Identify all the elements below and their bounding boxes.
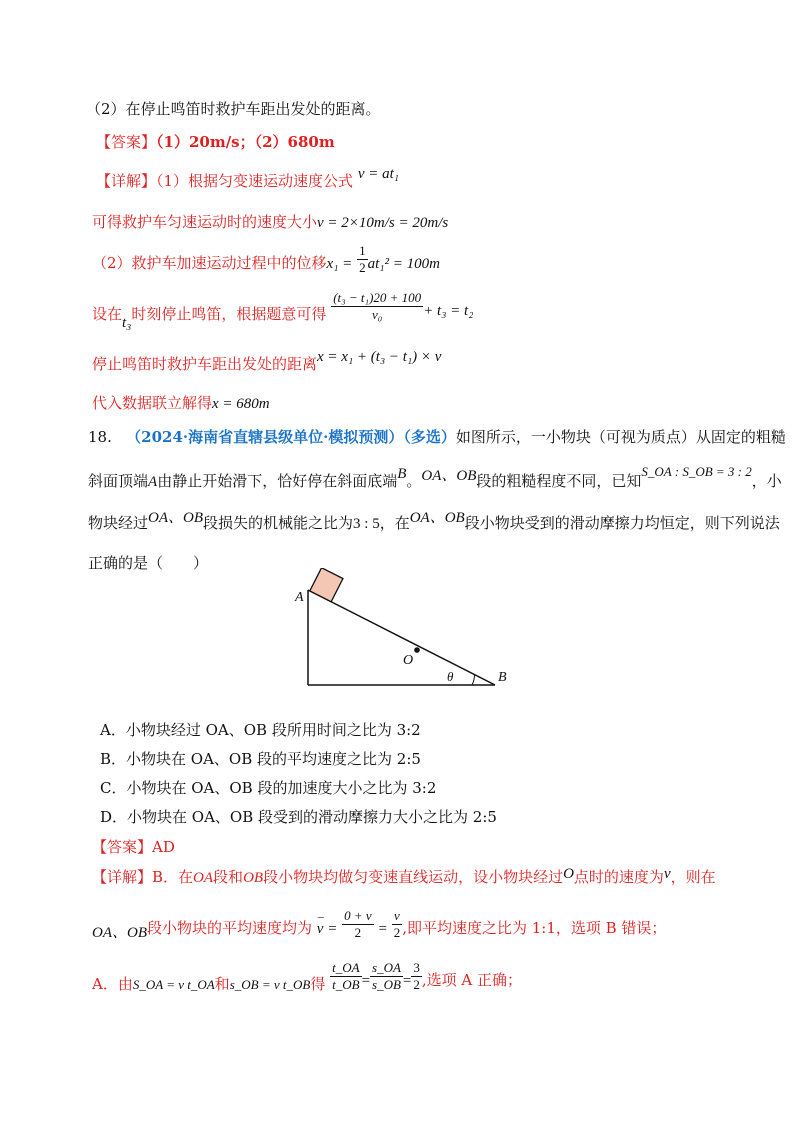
formula: s_OB = v t_OB — [229, 976, 311, 992]
formula-rhs: at₁² = 100m — [367, 255, 440, 272]
detail-text: 可得救护车匀速运动时的速度大小 — [92, 213, 318, 231]
fraction — [392, 908, 403, 941]
q18-line-1 — [88, 426, 786, 447]
label-theta: θ — [447, 669, 454, 684]
q18-line-4: 正确的是（ ） — [88, 554, 209, 572]
formula: x = x₁ + (t₃ − t₁) × v — [317, 349, 442, 365]
formula: S_OA = v t_OA — [132, 976, 215, 992]
label-b: B — [498, 670, 507, 685]
question-text: 由静止开始滑下，恰好停在斜面底端 — [157, 472, 398, 490]
question-part-2: （2）在停止鸣笛时救护车距出发处的距离。 — [86, 100, 381, 118]
fraction — [330, 960, 361, 993]
question-text: ，小 — [751, 472, 782, 490]
detail-text: 段小物块的平均速度均为 — [147, 918, 313, 937]
detail2-line-2 — [92, 908, 666, 941]
formula: x = 680m — [212, 396, 270, 412]
formula-t3: t₃ — [122, 314, 132, 331]
answer-value: AD — [152, 838, 175, 856]
segments: OA、OB — [409, 510, 465, 526]
fraction-numerator: t_OA — [332, 960, 360, 975]
answer-label: 【答案】 — [92, 838, 153, 856]
question-text: 物块经过 — [88, 514, 149, 532]
fraction — [411, 960, 422, 993]
question-text: 段小物块受到的滑动摩擦力均恒定，则下列说法 — [464, 514, 780, 532]
ratio-e: 3 : 5 — [353, 516, 380, 532]
equals: = — [378, 920, 387, 937]
answer-value: （1）20m/s；（2）680m — [156, 133, 335, 151]
option-a: A．小物块经过 OA、OB 段所用时间之比为 3:2 — [100, 721, 421, 739]
detail-text: ,选项 A 正确； — [421, 970, 523, 989]
ratio-s: S_OA : S_OB = 3 : 2 — [641, 464, 752, 479]
question-text: 如图所示，一小物块（可视为质点）从固定的粗糙 — [455, 428, 786, 446]
detail-line-6 — [92, 392, 270, 413]
question-source: （2024·海南省直辖县级单位·模拟预测）（多选） — [126, 428, 456, 446]
fraction — [331, 290, 423, 323]
detail-line-3 — [92, 243, 440, 276]
fraction-denominator: 2 — [354, 925, 362, 940]
label-a: A — [295, 590, 304, 605]
detail-line-1 — [96, 166, 400, 191]
detail-text: 停止鸣笛时救护车距出发处的距离 — [92, 355, 318, 373]
detail-text: A．由 — [92, 974, 133, 993]
detail-text: 时刻停止鸣笛，根据题意可得 — [131, 304, 327, 323]
question-text: 段的粗糙程度不同，已知 — [476, 472, 642, 490]
label-o: O — [403, 653, 414, 668]
detail-text: （1）根据匀变速运动速度公式 — [156, 172, 354, 190]
detail-line-5 — [92, 345, 442, 373]
formula-vbar: – v = — [317, 921, 338, 937]
option-b: B．小物块在 OA、OB 段的平均速度之比为 2:5 — [100, 750, 421, 768]
formula-rhs: + t₃ = t₂ — [423, 302, 474, 319]
detail-text: 段和 — [213, 868, 244, 886]
fraction-numerator: s_OA — [372, 960, 401, 975]
fraction-half: $\frac{1}{2}$ — [359, 243, 366, 275]
answer-line-1 — [96, 131, 335, 152]
detail-text: 得 — [310, 974, 326, 993]
question-text: ，在 — [379, 514, 410, 532]
answer-line-2 — [92, 836, 175, 857]
block — [310, 568, 343, 602]
question-text: 斜面顶端 — [88, 472, 149, 490]
fraction-denominator: 2 — [393, 925, 401, 940]
point-o-dot — [414, 647, 420, 653]
detail-text: 代入数据联立解得 — [92, 394, 213, 412]
fraction-numerator: 0 + v — [344, 908, 372, 923]
angle-arc — [472, 674, 475, 685]
fraction-denominator: t_OB — [332, 977, 360, 992]
question-text: 段损失的机械能之比为 — [203, 514, 354, 532]
seg: OA — [193, 870, 214, 886]
detail-label: 【详解】 — [96, 172, 157, 190]
fraction — [342, 908, 374, 941]
fraction-numerator: 3 — [413, 960, 420, 975]
fraction-numerator: v — [392, 908, 403, 925]
var-v: v — [663, 866, 671, 882]
detail-text: 点时的速度为 — [573, 868, 664, 886]
formula: v = 2×10m/s = 20m/s — [317, 215, 449, 231]
fraction-denominator: s_OB — [372, 977, 401, 992]
option-c: C．小物块在 OA、OB 段的加速度大小之比为 3:2 — [100, 779, 437, 797]
point-a: A — [148, 474, 158, 490]
detail-text: 段小物块均做匀变速直线运动，设小物块经过 — [263, 868, 564, 886]
answer-label: 【答案】 — [96, 133, 157, 151]
q18-line-3 — [88, 512, 780, 533]
q18-line-2: 斜面顶端A由静止开始滑下，恰好停在斜面底端B。OA、OB段的粗糙程度不同，已知S_OA : S_OB = 3 : 2，小 — [88, 464, 782, 490]
fraction — [370, 960, 403, 993]
detail-text: ，则在 — [670, 868, 716, 886]
fraction-denominator: v₀ — [372, 307, 383, 322]
fraction-numerator: (t₃ − t₁)20 + 100 — [333, 290, 422, 305]
detail2-line-1 — [92, 866, 716, 887]
detail-text: 和 — [214, 974, 230, 993]
detail-text: B．在 — [152, 868, 194, 886]
segments: OA、OB — [421, 468, 477, 484]
option-d: D．小物块在 OA、OB 段受到的滑动摩擦力大小之比为 2:5 — [100, 808, 497, 826]
detail2-line-3: A．由S_OA = v t_OA和s_OB = v t_OB得 $\frac{t\_OA}{t\_OB}$ = $\frac{s\_OA}{s\_OB}$ = $\frac{3}{2}$ ,选项 A 正确； — [92, 960, 523, 993]
formula: v = at₁ — [357, 166, 400, 182]
incline-slope — [308, 590, 495, 685]
detail-label: 【详解】 — [92, 868, 153, 886]
detail-line-2 — [92, 211, 448, 232]
question-number: 18. — [88, 428, 112, 446]
incline-figure — [290, 568, 520, 694]
point-o: O — [563, 866, 574, 882]
formula-lhs: x₁ = — [326, 255, 353, 272]
fraction-denominator: 2 — [413, 977, 420, 992]
detail-text: 设在 — [92, 304, 123, 323]
segments: OA、OB — [92, 924, 147, 941]
detail-text: ,即平均速度之比为 1:1，选项 B 错误； — [402, 918, 667, 937]
seg: OB — [243, 870, 264, 886]
detail-line-4 — [92, 290, 474, 331]
detail-text: （2）救护车加速运动过程中的位移 — [92, 253, 327, 272]
point-b: B — [397, 466, 407, 482]
segments: OA、OB — [148, 510, 204, 526]
